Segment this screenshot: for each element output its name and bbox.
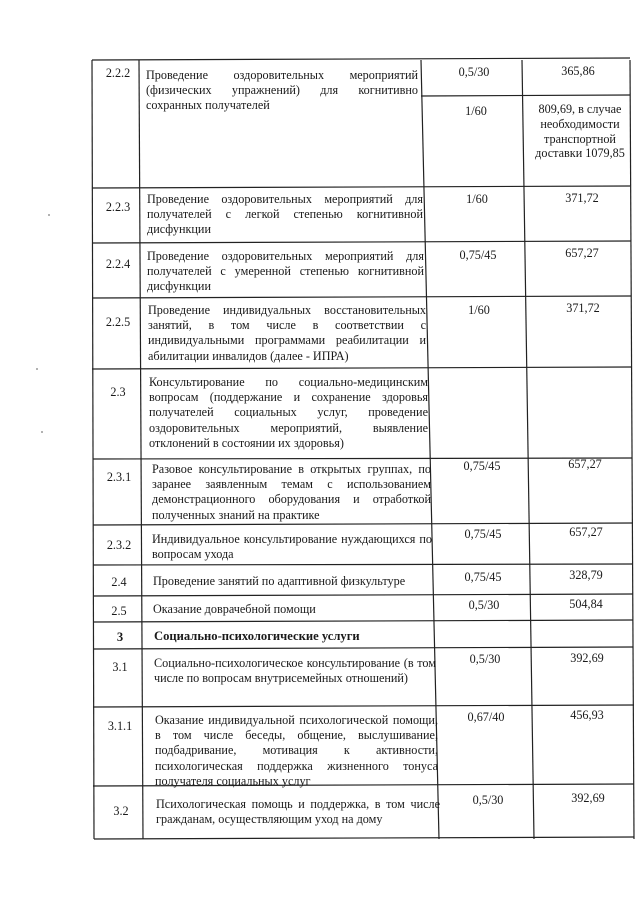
row-time-norm: 0,75/45 xyxy=(464,570,502,584)
row-number: 3.1.1 xyxy=(107,719,133,733)
section-title: Социально-психологические услуги xyxy=(154,629,360,643)
row-price: 657,27 xyxy=(565,246,599,260)
row-description: Индивидуальное консультирование нуждающихся по вопросам ухода xyxy=(152,532,432,562)
section-number: 3 xyxy=(116,630,124,644)
row-description: Оказание индивидуальной психологической помощи, в том числе беседы, общение, выслушивание, подбадривание, мотивация к активности, психологическая поддержка жизненного тонуса получателя социальных услуг xyxy=(155,713,438,788)
row-time-norm: 1/60 xyxy=(466,192,488,206)
scan-speck xyxy=(36,368,38,370)
row-number: 2.3.1 xyxy=(106,470,132,484)
row-time-norm: 0,5/30 xyxy=(468,598,500,612)
row-description: Психологическая помощь и поддержка, в том числе гражданам, осуществляющим уход на дому xyxy=(156,797,440,827)
row-number: 2.3.2 xyxy=(106,538,132,552)
row-price: 392,69 xyxy=(570,651,604,665)
row-time-norm: 0,75/45 xyxy=(464,527,502,541)
row-description: Социально-психологическое консультирование (в том числе по вопросам внутрисемейных отношений) xyxy=(154,656,436,686)
row-description: Консультирование по социально-медицинским вопросам (поддержание и сохранение здоровья получателей социальных услуг, проведение оздоровительных мероприятий, выявление отклонений в состоянии их здоровья) xyxy=(149,375,428,450)
row-time-norm: 1/60 xyxy=(465,104,487,118)
row-price: 392,69 xyxy=(571,791,605,805)
row-time-norm: 0,5/30 xyxy=(458,65,490,79)
row-price: 371,72 xyxy=(566,301,600,315)
scan-speck xyxy=(41,431,43,433)
row-number: 2.2.5 xyxy=(105,315,131,329)
row-price: 657,27 xyxy=(568,457,602,471)
row-number: 2.2.2 xyxy=(105,66,131,80)
row-number: 2.5 xyxy=(111,604,127,618)
row-price: 504,84 xyxy=(569,597,603,611)
row-description: Проведение оздоровительных мероприятий для получателей с умеренной степенью когнитивной дисфункции xyxy=(147,249,424,294)
row-price: 371,72 xyxy=(565,191,599,205)
row-time-norm: 0,75/45 xyxy=(459,248,497,262)
row-time-norm: 0,67/40 xyxy=(467,710,505,724)
row-time-norm: 0,75/45 xyxy=(463,459,501,473)
row-number: 2.4 xyxy=(111,575,127,589)
row-description: Проведение занятий по адаптивной физкультуре xyxy=(153,574,406,588)
row-time-norm: 0,5/30 xyxy=(472,793,504,807)
row-number: 2.2.3 xyxy=(105,200,131,214)
row-number: 2.2.4 xyxy=(105,257,131,271)
row-price-note: 809,69, в случае необходимости транспортной доставки 1079,85 xyxy=(535,102,625,161)
row-description: Проведение оздоровительных мероприятий для получателей с легкой степенью когнитивной дисфункции xyxy=(147,192,423,237)
row-price: 657,27 xyxy=(569,525,603,539)
row-price: 456,93 xyxy=(570,708,604,722)
row-time-norm: 1/60 xyxy=(468,303,490,317)
scan-speck xyxy=(48,214,50,216)
row-time-norm: 0,5/30 xyxy=(469,652,501,666)
row-number: 3.2 xyxy=(113,804,129,818)
row-description: Оказание доврачебной помощи xyxy=(153,602,316,616)
row-number: 3.1 xyxy=(112,660,128,674)
row-description: Проведение оздоровительных мероприятий (физических упражнений) для когнитивно сохранных получателей xyxy=(146,68,418,113)
row-description: Разовое консультирование в открытых группах, по заранее заявленным темам с использованием демонстрационного оборудования и отработкой полученных знаний на практике xyxy=(152,462,431,522)
row-number: 2.3 xyxy=(110,385,126,399)
row-price: 365,86 xyxy=(561,64,595,78)
row-price: 328,79 xyxy=(569,568,603,582)
row-description: Проведение индивидуальных восстановительных занятий, в том числе в соответствии с индивидуальными программами реабилитации и абилитации инвалидов (далее - ИПРА) xyxy=(148,303,426,363)
